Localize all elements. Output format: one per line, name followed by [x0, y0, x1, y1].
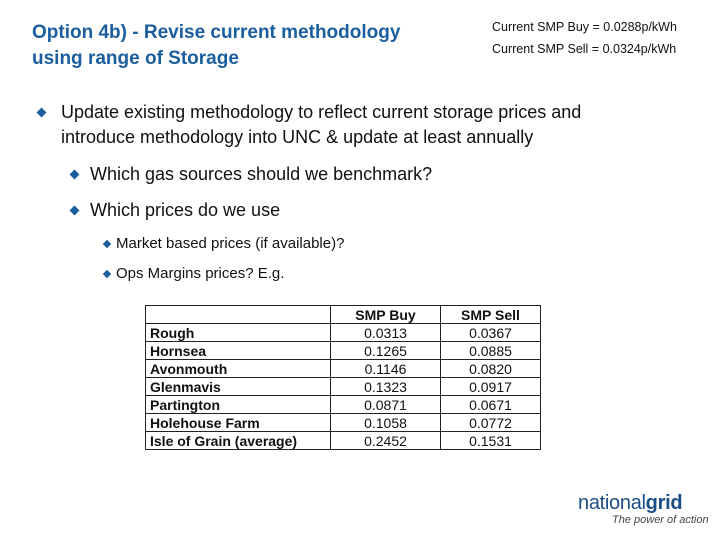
- current-smp-box: [492, 20, 712, 64]
- site-cell: Rough: [146, 324, 331, 342]
- sub-bullet-text: Which prices do we use: [90, 200, 281, 220]
- table-row: [146, 360, 541, 378]
- main-bullet-line-2: introduce methodology into UNC & update at least annually: [61, 127, 534, 147]
- buy-cell: 0.0313: [331, 324, 441, 342]
- table-row: [146, 342, 541, 360]
- sell-cell: 0.0917: [441, 378, 541, 396]
- site-cell: Avonmouth: [146, 360, 331, 378]
- subsub-bullet-ops: [102, 264, 284, 284]
- smp-price-table: [145, 305, 541, 450]
- sub-bullet-prices: [68, 198, 280, 222]
- logo-text-national: national: [578, 492, 646, 514]
- main-bullet-line-1: Update existing methodology to reflect current storage prices and: [61, 102, 582, 122]
- subsub-bullet-market: [102, 234, 344, 254]
- diamond-bullet-icon: [70, 170, 80, 180]
- sub-bullet-text: Which gas sources should we benchmark?: [90, 164, 433, 184]
- main-bullet: [36, 100, 676, 150]
- current-smp-sell: Current SMP Sell = 0.0324p/kWh: [492, 42, 677, 56]
- buy-cell: 0.2452: [331, 432, 441, 450]
- table-row: [146, 414, 541, 432]
- diamond-bullet-icon: [103, 240, 111, 248]
- buy-cell: 0.1265: [331, 342, 441, 360]
- table-row: [146, 378, 541, 396]
- table-row: [146, 396, 541, 414]
- sell-cell: 0.0885: [441, 342, 541, 360]
- sub-bullet-benchmark: [68, 162, 432, 186]
- diamond-bullet-icon: [37, 108, 47, 118]
- site-cell: Isle of Grain (average): [146, 432, 331, 450]
- table-header-buy: SMP Buy: [331, 306, 441, 324]
- national-grid-logo: [578, 492, 682, 515]
- diamond-bullet-icon: [103, 270, 111, 278]
- logo-tagline: The power of action: [612, 514, 709, 526]
- subsub-bullet-text: Market based prices (if available)?: [116, 235, 345, 252]
- buy-cell: 0.1323: [331, 378, 441, 396]
- site-cell: Holehouse Farm: [146, 414, 331, 432]
- table-header-blank: [146, 306, 331, 324]
- diamond-bullet-icon: [70, 206, 80, 216]
- subsub-bullet-text: Ops Margins prices? E.g.: [116, 265, 285, 282]
- table-header-sell: SMP Sell: [441, 306, 541, 324]
- site-cell: Glenmavis: [146, 378, 331, 396]
- sell-cell: 0.0671: [441, 396, 541, 414]
- buy-cell: 0.1058: [331, 414, 441, 432]
- site-cell: Partington: [146, 396, 331, 414]
- current-smp-buy: Current SMP Buy = 0.0288p/kWh: [492, 20, 677, 34]
- sell-cell: 0.0367: [441, 324, 541, 342]
- sell-cell: 0.0820: [441, 360, 541, 378]
- sell-cell: 0.0772: [441, 414, 541, 432]
- logo-text-grid: grid: [645, 492, 683, 514]
- buy-cell: 0.1146: [331, 360, 441, 378]
- slide-title: [32, 20, 472, 72]
- table-row: [146, 324, 541, 342]
- sell-cell: 0.1531: [441, 432, 541, 450]
- table-row: [146, 432, 541, 450]
- buy-cell: 0.0871: [331, 396, 441, 414]
- site-cell: Hornsea: [146, 342, 331, 360]
- title-line-1: Option 4b) - Revise current methodology: [32, 22, 401, 43]
- table-header-row: [146, 306, 541, 324]
- title-line-2: using range of Storage: [32, 48, 239, 69]
